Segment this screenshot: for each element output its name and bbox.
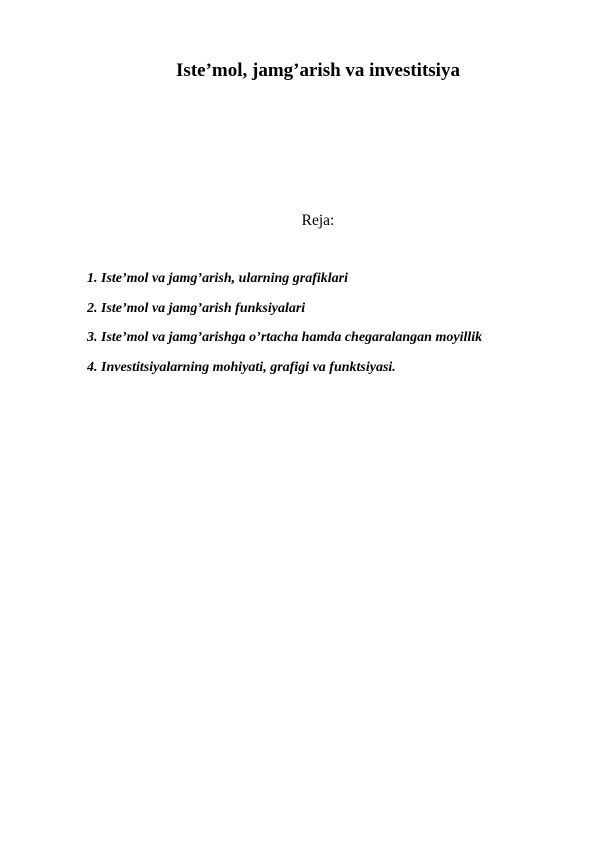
plan-item: 4. Investitsiyalarning mohiyati, grafigi va funktsiyasi. [87,359,396,375]
document-title: Iste’mol, jamg’arish va investitsiya [176,60,460,81]
plan-heading: Reja: [301,212,335,229]
plan-list [87,264,482,382]
plan-item: 1. Iste’mol va jamg’arish, ularning grafiklari [87,271,348,286]
plan-item: 3. Iste’mol va jamg’arishga o’rtacha hamda chegaralangan moyillik [87,330,483,345]
plan-item: 2. Iste’mol va jamg’arish funksiyalari [87,300,306,316]
